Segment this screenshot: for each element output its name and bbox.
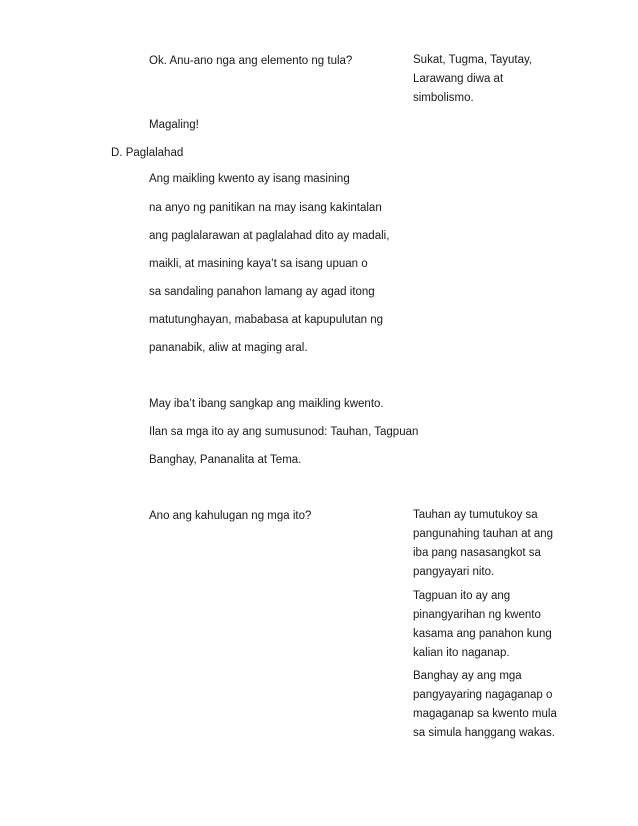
answer-line: pangunahing tauhan at ang — [413, 528, 554, 540]
answer-line: kalian ito naganap. — [413, 647, 510, 659]
answer-line: iba pang nasasangkot sa — [413, 547, 541, 559]
answer-line: sa simula hanggang wakas. — [413, 727, 555, 739]
answer-line: pangyayari nito. — [413, 566, 495, 578]
answer-line: simbolismo. — [413, 92, 474, 104]
answer-line: Larawang diwa at — [413, 73, 504, 85]
answer-tauhan — [413, 506, 583, 582]
praise-line: Magaling! — [149, 119, 199, 131]
answer-elemento — [413, 51, 583, 108]
paragraph-line: Banghay, Pananalita at Tema. — [149, 454, 302, 466]
answer-line: Tauhan ay tumutukoy sa — [413, 509, 538, 521]
paragraph-line: pananabik, aliw at maging aral. — [149, 342, 308, 354]
paragraph-line: maikli, at masining kaya’t sa isang upuan o — [149, 258, 368, 270]
paragraph-line: Ang maikling kwento ay isang masining — [149, 173, 350, 185]
section-heading: D. Paglalahad — [111, 147, 184, 159]
answer-line: magaganap sa kwento mula — [413, 708, 557, 720]
answer-line: pangyayaring nagaganap o — [413, 689, 553, 701]
answer-tagpuan — [413, 587, 583, 663]
paragraph-line: matutunghayan, mababasa at kapupulutan ng — [149, 314, 384, 326]
question-kahulugan: Ano ang kahulugan ng mga ito? — [149, 510, 312, 522]
paragraph-line: sa sandaling panahon lamang ay agad itong — [149, 286, 375, 298]
answer-line: kasama ang panahon kung — [413, 628, 552, 640]
answer-line: Tagpuan ito ay ang — [413, 590, 511, 602]
paragraph-line: ang paglalarawan at paglalahad dito ay madali, — [149, 230, 390, 242]
answer-line: Banghay ay ang mga — [413, 670, 522, 682]
paragraph-line: na anyo ng panitikan na may isang kakintalan — [149, 202, 382, 214]
answer-line: Sukat, Tugma, Tayutay, — [413, 54, 533, 66]
answer-banghay — [413, 667, 583, 743]
answer-line: pinangyarihan ng kwento — [413, 609, 541, 621]
paragraph-line: May iba’t ibang sangkap ang maikling kwento. — [149, 398, 384, 410]
paragraph-line: Ilan sa mga ito ay ang sumusunod: Tauhan, Tagpuan — [149, 426, 419, 438]
question-elemento: Ok. Anu-ano nga ang elemento ng tula? — [149, 55, 353, 67]
